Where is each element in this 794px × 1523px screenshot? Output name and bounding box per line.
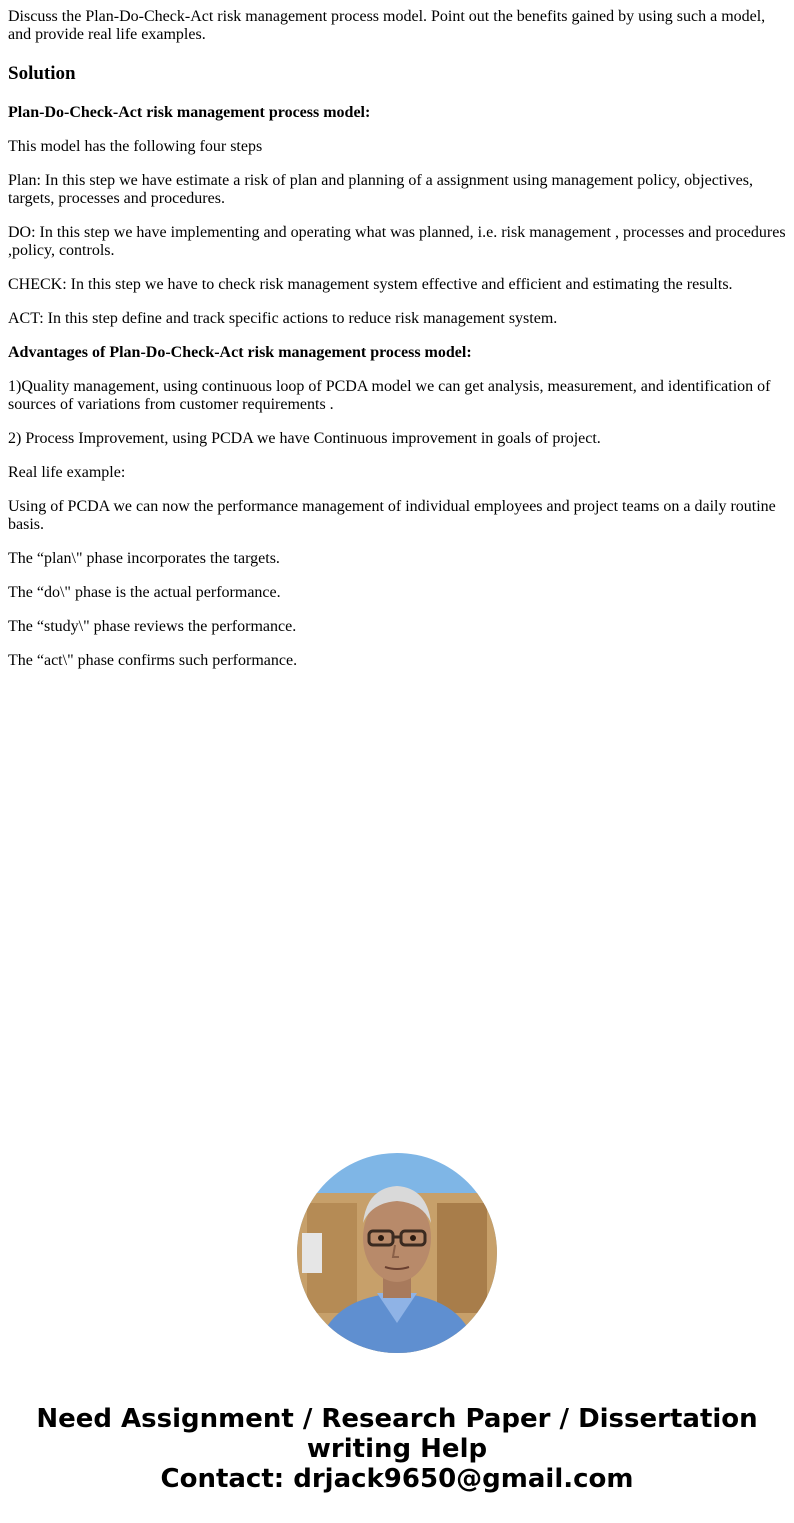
advantage-item: 1)Quality management, using continuous loop of PCDA model we can get analysis, measurement, and identification of sources of variations from customer requirements . — [8, 378, 771, 413]
step-do: DO: In this step we have implementing and operating what was planned, i.e. risk management , processes and procedures ,policy, controls. — [8, 224, 786, 259]
document-body — [8, 8, 788, 686]
phase-do: The “do\" phase is the actual performance. — [8, 584, 281, 601]
solution-heading: Solution — [8, 63, 76, 84]
advantage-item: 2) Process Improvement, using PCDA we have Continuous improvement in goals of project. — [8, 430, 601, 447]
example-text: Using of PCDA we can now the performance management of individual employees and project teams on a daily routine basis. — [8, 498, 776, 533]
step-check: CHECK: In this step we have to check risk management system effective and efficient and estimating the results. — [8, 276, 733, 293]
footer-line-1: Need Assignment / Research Paper / Dissertation — [36, 1404, 758, 1434]
step-plan: Plan: In this step we have estimate a risk of plan and planning of a assignment using management policy, objectives, targets, processes and procedures. — [8, 172, 754, 207]
question-text: Discuss the Plan-Do-Check-Act risk management process model. Point out the benefits gained by using such a model, and provide real life examples. — [8, 8, 766, 43]
footer-line-2: writing Help — [306, 1434, 488, 1464]
footer-contact-email: Contact: drjack9650@gmail.com — [160, 1464, 634, 1494]
phase-plan: The “plan\" phase incorporates the targets. — [8, 550, 280, 567]
example-heading: Real life example: — [8, 464, 126, 481]
author-avatar — [297, 1153, 497, 1353]
step-act: ACT: In this step define and track specific actions to reduce risk management system. — [8, 310, 558, 327]
intro-text: This model has the following four steps — [8, 138, 263, 155]
phase-study: The “study\" phase reviews the performance. — [8, 618, 297, 635]
phase-act: The “act\" phase confirms such performance. — [8, 652, 298, 669]
model-heading: Plan-Do-Check-Act risk management process model: — [8, 104, 371, 121]
author-portrait-image — [297, 1153, 497, 1353]
advantages-heading: Advantages of Plan-Do-Check-Act risk management process model: — [8, 344, 472, 361]
footer-contact — [0, 1404, 794, 1494]
